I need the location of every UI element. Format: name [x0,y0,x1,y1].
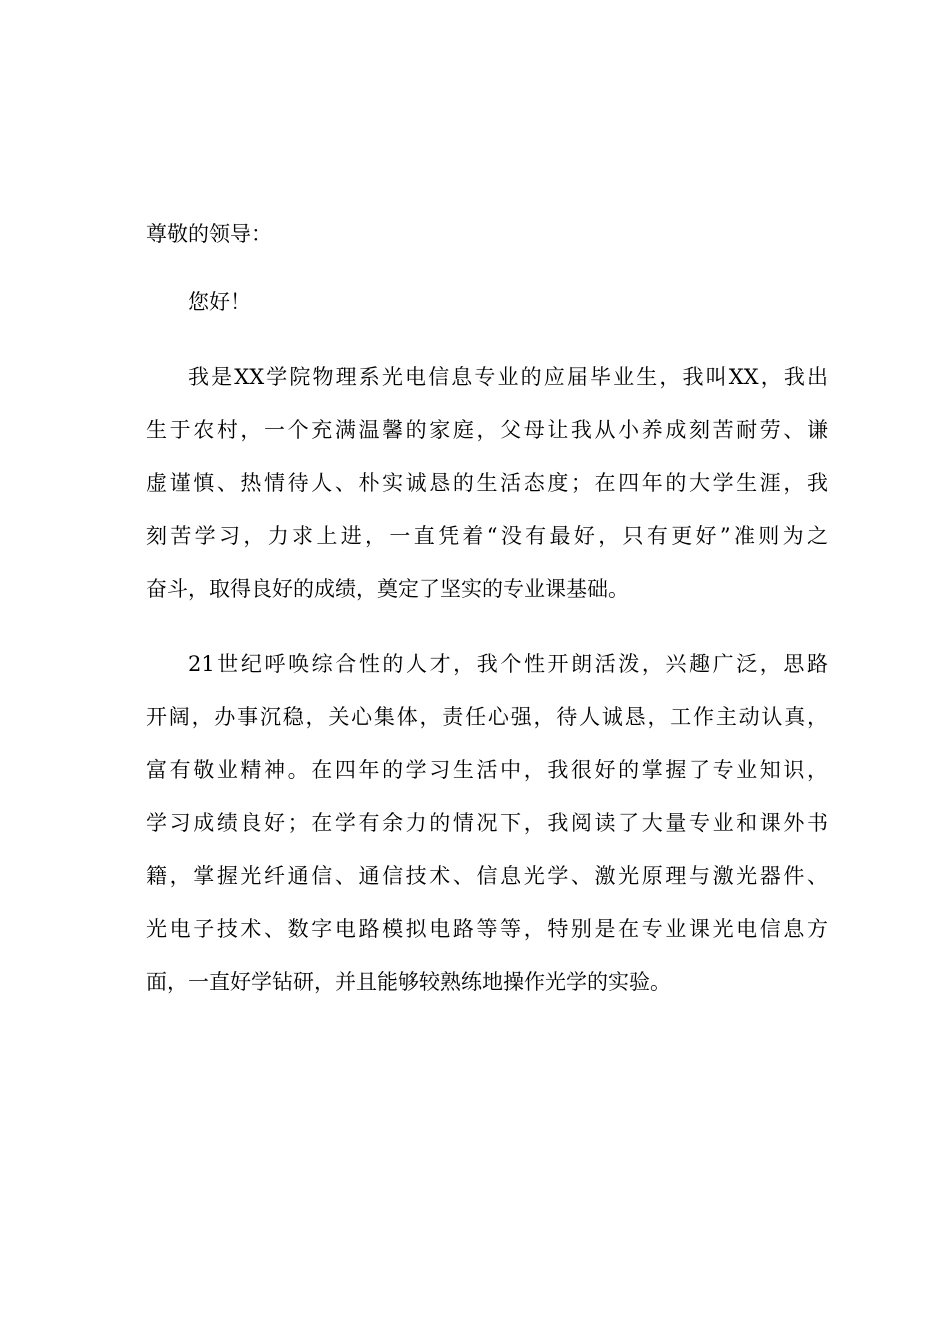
paragraph-line: 开阔，办事沉稳，关心集体，责任心强，待人诚恳，工作主动认真， [146,705,828,729]
skills-paragraph [146,638,828,1009]
intro-paragraph [146,351,828,616]
paragraph-line: 籍，掌握光纤通信、通信技术、信息光学、激光原理与激光器件、 [146,864,828,888]
paragraph-line: 奋斗，取得良好的成绩，奠定了坚实的专业课基础。 [146,577,629,601]
letter-body [146,208,828,1031]
paragraph-line: 生于农村，一个充满温馨的家庭，父母让我从小养成刻苦耐劳、谦 [146,418,828,442]
paragraph-line: 面，一直好学钻研，并且能够较熟练地操作光学的实验。 [146,970,671,994]
greeting-paragraph [146,276,828,329]
paragraph-line: 刻苦学习，力求上进，一直凭着“没有最好，只有更好”准则为之 [146,524,828,548]
paragraph-line: 21世纪呼唤综合性的人才，我个性开朗活泼，兴趣广泛，思路 [188,652,828,676]
salutation: 尊敬的领导： [146,222,272,246]
paragraph-line: 您好！ [188,290,251,314]
paragraph-line: 学习成绩良好；在学有余力的情况下，我阅读了大量专业和课外书 [146,811,828,835]
paragraph-line: 富有敬业精神。在四年的学习生活中，我很好的掌握了专业知识， [146,758,828,782]
paragraph-line: 虚谨慎、热情待人、朴实诚恳的生活态度；在四年的大学生涯，我 [146,471,828,495]
paragraph-line: 我是XX学院物理系光电信息专业的应届毕业生，我叫XX，我出 [188,365,828,389]
paragraph-line: 光电子技术、数字电路模拟电路等等，特别是在专业课光电信息方 [146,917,828,941]
